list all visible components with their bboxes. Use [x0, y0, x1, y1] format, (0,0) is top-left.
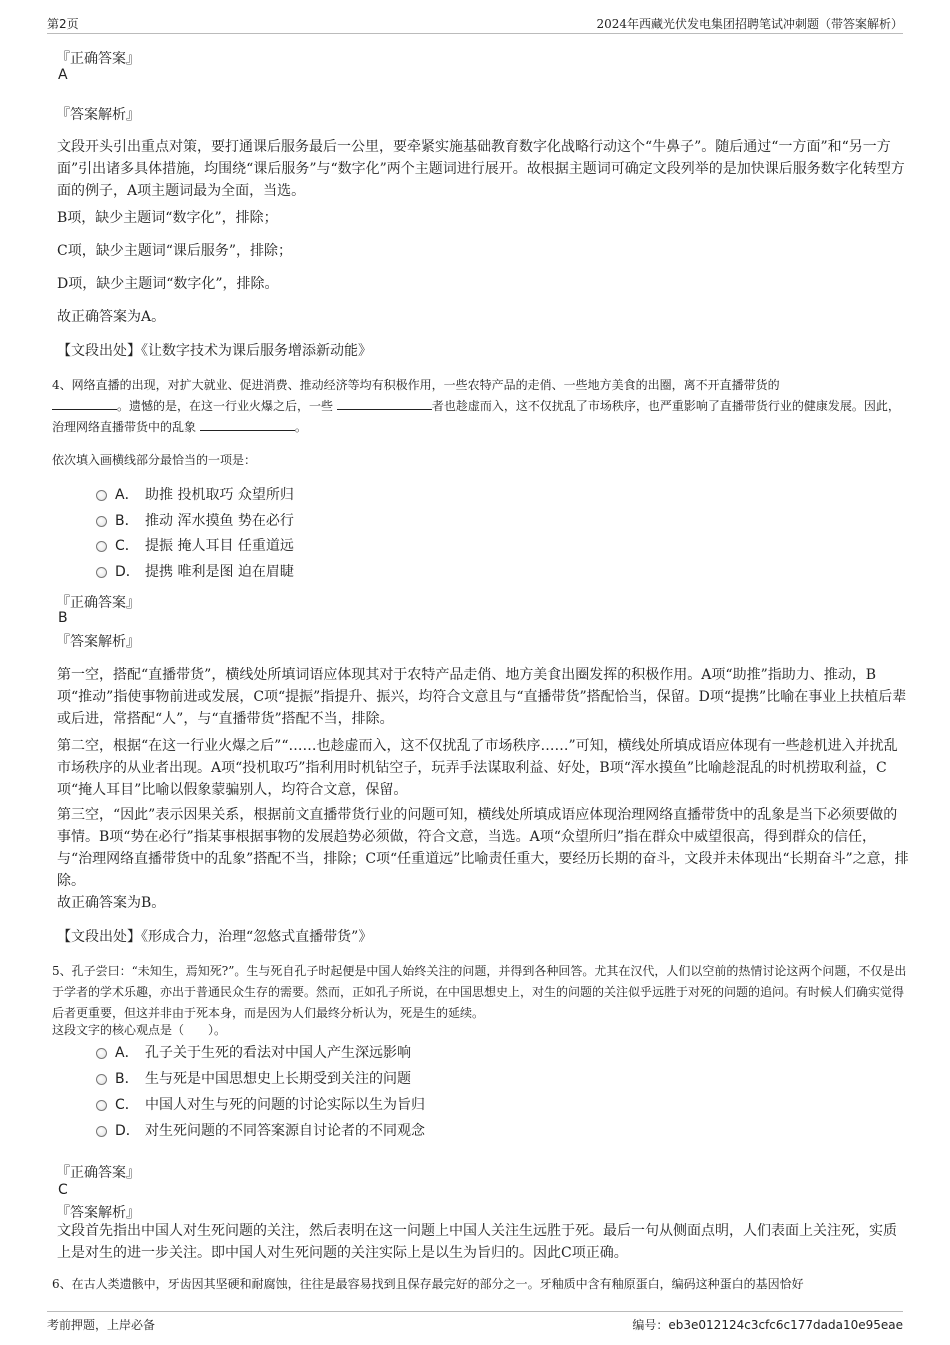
q4-option-c[interactable]: C． 提振 掩人耳目 任重道远 [96, 535, 294, 557]
q5-analysis-label: 『答案解析』 [56, 1205, 140, 1221]
q3-analysis-p2: B项，缺少主题词“数字化”，排除； [57, 210, 278, 226]
q5-option-c[interactable]: C． 中国人对生与死的问题的讨论实际以生为旨归 [96, 1094, 425, 1116]
q4-analysis-p1: 第一空，搭配“直播带货”，横线处所填词语应体现其对于农特产品走俏、地方美食出圈发挥的积极作用。A项“助推”指助力、推动，B项“推动”指使事物前进或发展，C项“提振”指提升、振兴，均符合文意且与“直播带货”搭配恰当，保留。D项“提携”比喻在事业上扶植后辈或后进，常搭配“人”，与“直播带货”搭配不当，排除。 [57, 667, 907, 727]
radio-icon[interactable] [96, 567, 107, 578]
page-number: 第2页 [47, 17, 79, 31]
q5-prompt: 这段文字的核心观点是（ ）。 [52, 1023, 227, 1037]
q4-stem: 4、网络直播的出现，对扩大就业、促进消费、推动经济等均有积极作用，一些农特产品的走俏、一些地方美食的出圈，离不开直播带货的 。遗憾的是，在这一行业火爆之后，一些 者也趁虚而入，这不仅扰乱了市场秩序，也严重影响了直播带货行业的健康发展。因此，治理网络直播带货中的乱象 。 [52, 378, 900, 434]
q3-answer-label: 『正确答案』 [56, 51, 140, 67]
radio-icon[interactable] [96, 1074, 107, 1085]
q4-analysis-label: 『答案解析』 [56, 634, 140, 650]
radio-icon[interactable] [96, 516, 107, 527]
q6-stem: 6、在古人类遗骸中，牙齿因其坚硬和耐腐蚀，往往是最容易找到且保存最完好的部分之一。牙釉质中含有釉原蛋白，编码这种蛋白的基因恰好 [52, 1277, 804, 1291]
q3-analysis-label: 『答案解析』 [56, 107, 140, 123]
q4-source: 【文段出处】《形成合力，治理“忽悠式直播带货”》 [57, 929, 373, 945]
page-footer [47, 1311, 903, 1340]
radio-icon[interactable] [96, 541, 107, 552]
q3-analysis-p1: 文段开头引出重点对策，要打通课后服务最后一公里，要牵紧实施基础教育数字化战略行动这个“牛鼻子”。随后通过“一方面”和“另一方面”引出诸多具体措施，均围绕“课后服务”与“数字化”两个主题词进行展开。故根据主题词可确定文段列举的是加快课后服务数字化转型方面的例子，A项主题词最为全面，当选。 [57, 139, 905, 199]
document-code: 编号：eb3e012124c3cfc6c177dada10e95eae [632, 1318, 903, 1332]
q4-blank-3 [200, 417, 295, 431]
q5-option-a[interactable]: A． 孔子关于生死的看法对中国人产生深远影响 [96, 1042, 411, 1064]
radio-icon[interactable] [96, 1100, 107, 1111]
q3-conclusion: 故正确答案为A。 [57, 309, 166, 325]
q4-option-b[interactable]: B． 推动 浑水摸鱼 势在必行 [96, 510, 294, 532]
q4-analysis-p2: 第二空，根据“在这一行业火爆之后”“……也趁虚而入，这不仅扰乱了市场秩序……”可知，横线处所填成语应体现有一些趁机进入并扰乱市场秩序的从业者出现。A项“投机取巧”指利用时机钻空子，玩弄手法谋取利益、好处，B项“浑水摸鱼”比喻趁混乱的时机捞取利益，C项“掩人耳目”比喻以假象蒙骗别人，均符合文意，保留。 [57, 738, 898, 798]
q3-analysis-p3: C项，缺少主题词“课后服务”，排除； [57, 243, 293, 259]
page-header [47, 15, 903, 34]
radio-icon[interactable] [96, 490, 107, 501]
radio-icon[interactable] [96, 1048, 107, 1059]
q5-option-b[interactable]: B． 生与死是中国思想史上长期受到关注的问题 [96, 1068, 411, 1090]
q3-answer: A [58, 67, 68, 83]
q3-analysis-p4: D项，缺少主题词“数字化”，排除。 [57, 276, 279, 292]
q4-answer-label: 『正确答案』 [56, 595, 140, 611]
q4-blank-2 [337, 396, 432, 410]
q5-answer: C [58, 1182, 68, 1198]
q3-source: 【文段出处】《让数字技术为课后服务增添新动能》 [57, 343, 372, 359]
q4-analysis-p3: 第三空，“因此”表示因果关系，根据前文直播带货行业的问题可知，横线处所填成语应体现治理网络直播带货中的乱象是当下必须要做的事情。B项“势在必行”指某事根据事物的发展趋势必须做，符合文意，当选。A项“众望所归”指在群众中威望很高，得到群众的信任，与“治理网络直播带货中的乱象”搭配不当，排除；C项“任重道远”比喻责任重大，要经历长期的奋斗，文段并未体现出“长期奋斗”之意，排除。 [57, 807, 909, 889]
q4-option-d[interactable]: D． 提携 唯利是图 迫在眉睫 [96, 561, 294, 583]
q4-blank-1 [52, 396, 117, 410]
q5-answer-label: 『正确答案』 [56, 1165, 140, 1181]
document-title: 2024年西藏光伏发电集团招聘笔试冲刺题（带答案解析） [596, 17, 903, 31]
q4-conclusion: 故正确答案为B。 [57, 895, 166, 911]
q4-prompt: 依次填入画横线部分最恰当的一项是： [52, 453, 257, 467]
radio-icon[interactable] [96, 1126, 107, 1137]
q5-option-d[interactable]: D． 对生死问题的不同答案源自讨论者的不同观念 [96, 1120, 425, 1142]
footer-slogan: 考前押题，上岸必备 [47, 1318, 156, 1332]
q4-option-a[interactable]: A． 助推 投机取巧 众望所归 [96, 484, 294, 506]
q4-answer: B [58, 610, 68, 626]
q5-analysis-p1: 文段首先指出中国人对生死问题的关注，然后表明在这一问题上中国人关注生远胜于死。最后一句从侧面点明，人们表面上关注死，实质上是对生的进一步关注。即中国人对生死问题的关注实际上是以生为旨归的。因此C项正确。 [57, 1223, 897, 1261]
q5-stem: 5、孔子尝曰：“未知生，焉知死?”。生与死自孔子时起便是中国人始终关注的问题，并得到各种回答。尤其在汉代，人们以空前的热情讨论这两个问题，不仅是出于学者的学术乐趣，亦出于普通民众生存的需要。然而，正如孔子所说，在中国思想史上，对生的问题的关注似乎远胜于对死的问题的追问。有时候人们确实觉得后者更重要，但这并非由于死本身，而是因为人们最终分析认为，死是生的延续。 [52, 964, 907, 1020]
